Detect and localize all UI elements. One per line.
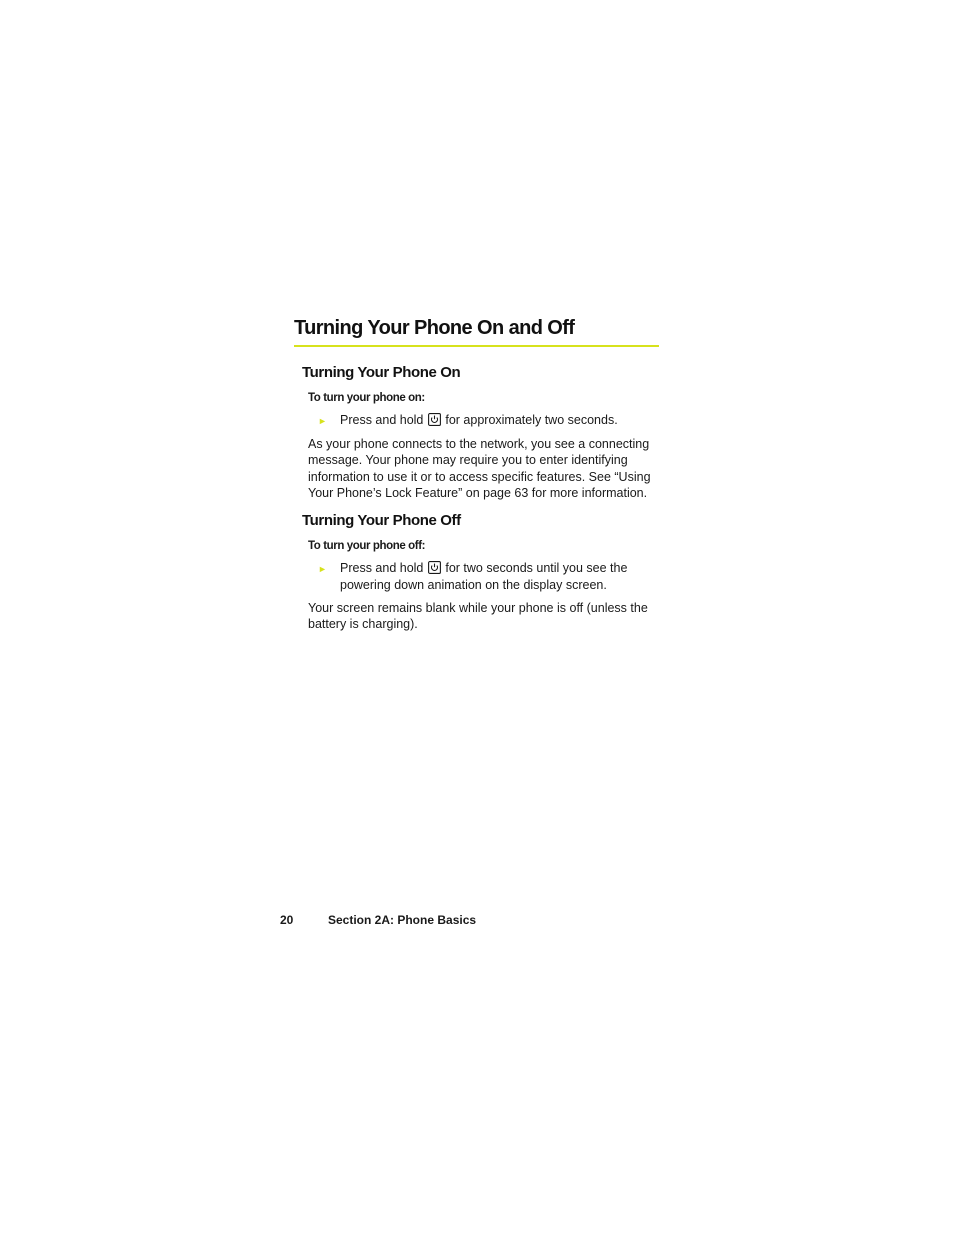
section-heading-off: Turning Your Phone Off bbox=[302, 512, 461, 529]
section-heading-on: Turning Your Phone On bbox=[302, 364, 461, 381]
page-number: 20 bbox=[280, 913, 294, 927]
bullet-arrow-icon: ► bbox=[318, 564, 327, 574]
step-item-on bbox=[318, 412, 663, 429]
step-text-off: Press and hold for two seconds until you see the powering down animation on the display screen. bbox=[340, 561, 628, 592]
lead-text-off: To turn your phone off: bbox=[308, 540, 426, 552]
footer-section-label: Section 2A: Phone Basics bbox=[328, 913, 477, 927]
end-power-key-icon bbox=[428, 413, 441, 426]
body-paragraph-on: As your phone connects to the network, you see a connecting message. Your phone may require you to enter identifying information to use it or to access specific features. See “Using Your Phone’s Lock Feature” on page 63 for more information. bbox=[308, 437, 651, 500]
title-rule bbox=[294, 345, 659, 347]
bullet-arrow-icon: ► bbox=[318, 416, 327, 426]
page-title: Turning Your Phone On and Off bbox=[294, 317, 575, 339]
step-item-off bbox=[318, 560, 663, 594]
body-paragraph-off: Your screen remains blank while your phone is off (unless the battery is charging). bbox=[308, 601, 648, 632]
end-power-key-icon bbox=[428, 561, 441, 574]
step-text-on: Press and hold for approximately two seconds. bbox=[340, 413, 618, 427]
lead-text-on: To turn your phone on: bbox=[308, 392, 425, 404]
